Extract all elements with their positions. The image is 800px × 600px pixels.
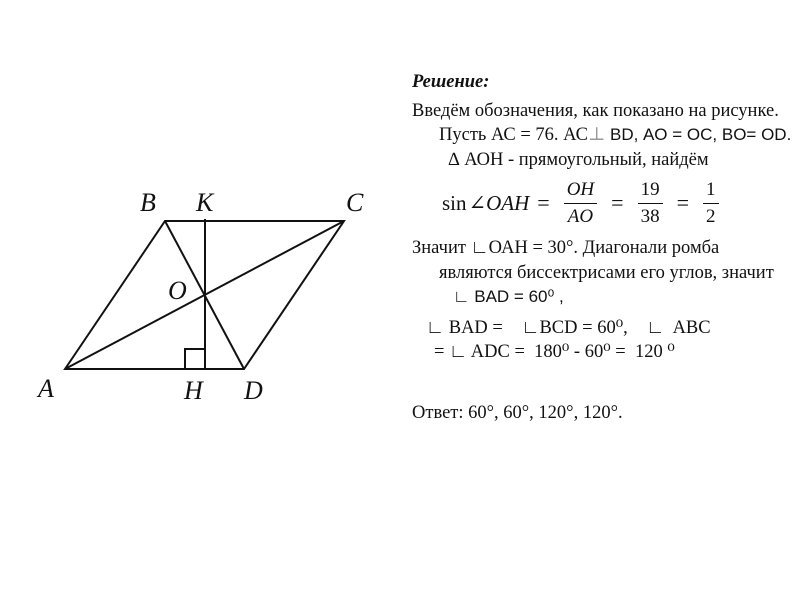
sine-formula (442, 176, 792, 230)
formula-eq-1: = (537, 189, 550, 215)
formula-angle: ∠OAH (468, 190, 530, 215)
label-a: A (38, 374, 54, 403)
solution-text (412, 70, 792, 425)
label-o: O (168, 276, 187, 305)
label-c: C (346, 188, 364, 217)
answer: Ответ: 60°, 60°, 120°, 120°. (412, 402, 623, 423)
angles-line-2: = ∟ ADC = 180⁰ - 60⁰ = 120 ⁰ (434, 342, 675, 362)
angles-line-1: ∟ BAD = ∟BCD = 60⁰, ∟ ABC (426, 317, 711, 338)
label-b: B (140, 188, 156, 217)
right-angle-marker (185, 349, 205, 369)
fraction-oh-ao: $\frac{OH}{AO}$ (564, 179, 597, 228)
label-d: D (244, 376, 263, 405)
label-k: K (196, 188, 214, 217)
setup-text: Введём обозначения, как показано на рисунке. Пусть АС = 76. АС (412, 100, 779, 145)
paragraph-angle (412, 236, 792, 310)
paragraph-setup (412, 99, 792, 173)
solution-heading: Решение: (412, 72, 490, 92)
angle-bad: ∟ BAD = 60⁰ , (452, 287, 564, 306)
perpendicular-icon: ⊥ (587, 125, 606, 145)
angle-text: Значит ∟ОАН = 30°. Диагонали ромба являются биссектрисами его углов, значит (412, 238, 774, 283)
paragraph-angles (412, 316, 792, 365)
formula-eq-3: = (676, 189, 689, 215)
setup-equalities: AO = OC, BO= OD. (642, 125, 792, 144)
setup-triangle: ∆ АОН (448, 149, 504, 170)
setup-bd: BD, (610, 125, 639, 144)
label-h: H (184, 376, 203, 405)
formula-sin: sin (442, 190, 467, 215)
formula-eq-2: = (611, 189, 624, 215)
setup-right-triangle: - прямоугольный, найдём (503, 149, 709, 170)
fraction-1-2: $\frac{1}{2}$ (703, 179, 719, 228)
fraction-19-38: $\frac{19}{38}$ (638, 179, 663, 228)
